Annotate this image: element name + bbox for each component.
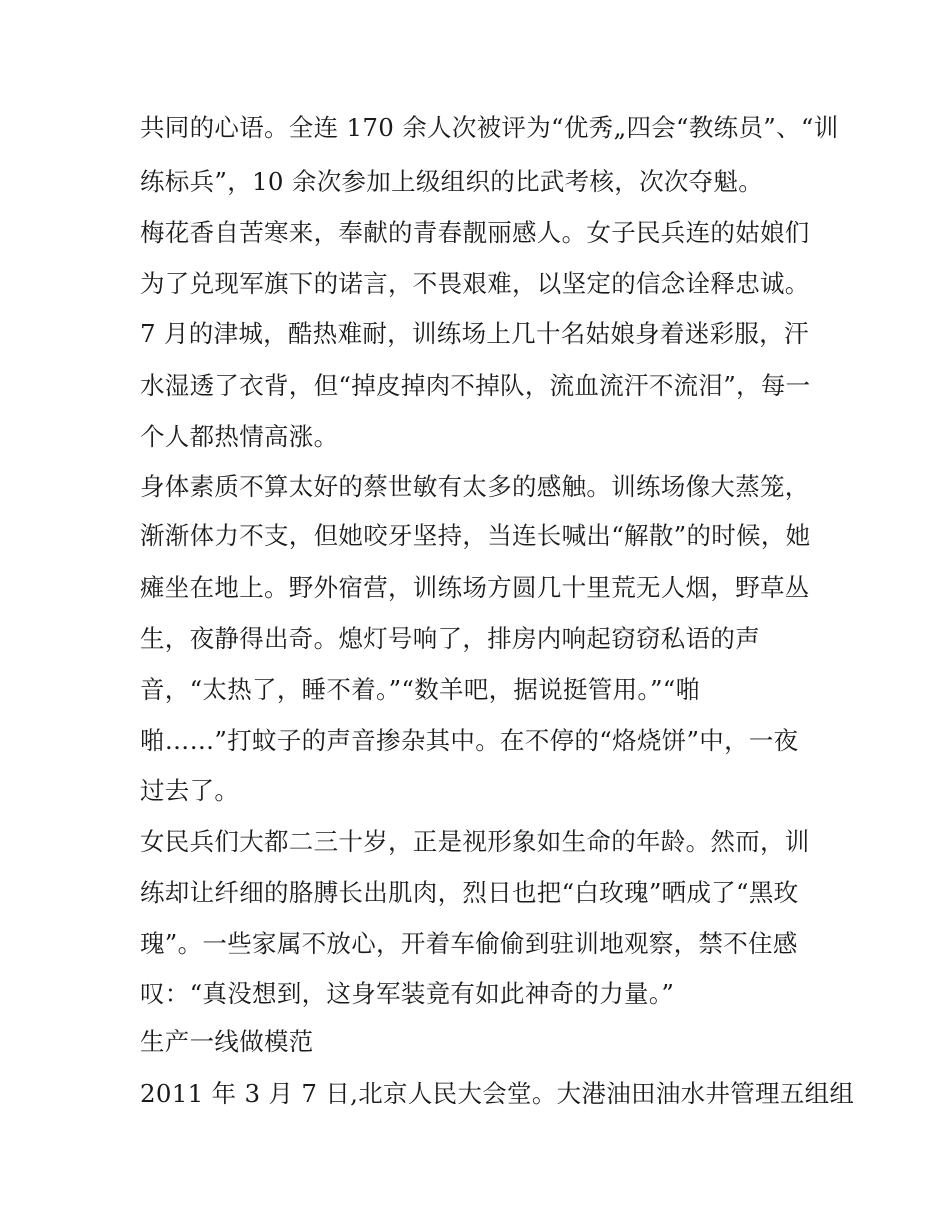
text-line: 过去了。 [140, 776, 240, 805]
text-line: 音，“太热了，睡不着。”“数羊吧，据说挺管用。”“啪 [140, 675, 701, 704]
text-line: 女民兵们大都二三十岁，正是视形象如生命的年龄。然而，训 [140, 827, 810, 856]
text-line: 梅花香自苦寒来，奉献的青春靓丽感人。女子民兵连的姑娘们 [140, 218, 810, 247]
text-line: 身体素质不算太好的蔡世敏有太多的感触。训练场像大蒸笼， [140, 472, 810, 501]
text-line: 渐渐体力不支，但她咬牙坚持，当连长喊出“解散”的时候，她 [140, 521, 811, 550]
text-line: 瑰”。一些家属不放心，开着车偷偷到驻训地观察，禁不住感 [140, 929, 798, 958]
text-line: 练标兵”，10 余次参加上级组织的比武考核，次次夺魁。 [140, 167, 764, 196]
text-line: 叹：“真没想到，这身军装竟有如此神奇的力量。” [140, 979, 675, 1008]
text-line: 2011 年 3 月 7 日,北京人民大会堂。大港油田油水井管理五组组 [140, 1079, 855, 1108]
text-line: 为了兑现军旗下的诺言，不畏艰难，以坚定的信念诠释忠诚。 [140, 269, 810, 298]
text-line: 个人都热情高涨。 [140, 422, 339, 451]
text-line: 7 月的津城，酷热难耐，训练场上几十名姑娘身着迷彩服，汗 [140, 319, 809, 348]
text-line: 啪……”打蚊子的声音掺杂其中。在不停的“烙烧饼”中，一夜 [140, 726, 799, 755]
text-line: 练却让纤细的胳膊长出肌肉，烈日也把“白玫瑰”晒成了“黑玫 [140, 878, 799, 907]
section-heading: 生产一线做模范 [140, 1027, 314, 1056]
text-line: 水湿透了衣背，但“掉皮掉肉不掉队，流血流汗不流泪”，每一 [140, 371, 811, 400]
text-line: 生，夜静得出奇。熄灯号响了，排房内响起窃窃私语的声 [140, 624, 760, 653]
text-line: 共同的心语。全连 170 余人次被评为“优秀„四会“教练员”、“训 [140, 113, 839, 142]
text-line: 瘫坐在地上。野外宿营，训练场方圆几十里荒无人烟，野草丛 [140, 573, 810, 602]
